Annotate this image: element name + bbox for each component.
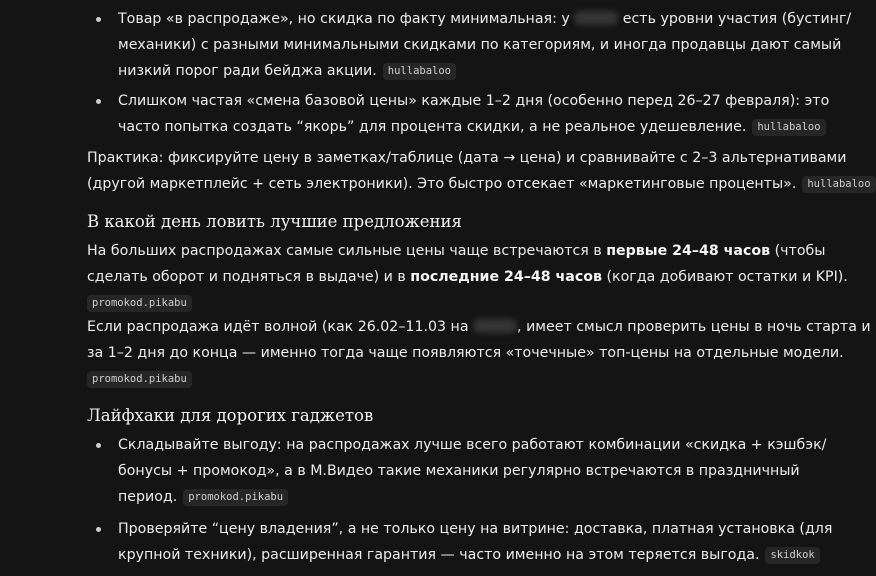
text-line: есть уровни участия (бустинг/ <box>622 11 852 27</box>
source-chip[interactable]: promokod.pikabu <box>87 371 192 388</box>
section-paragraph <box>87 314 871 392</box>
source-chip[interactable]: skidkok <box>765 547 819 564</box>
text-line: низкий порог ради бейджа акции. <box>118 63 377 79</box>
list-item <box>118 432 827 510</box>
text-line: механики) с разными минимальными скидками по категориям, и иногда продавцы дают самый <box>118 37 842 53</box>
text-line: (другой маркетплейс + сеть электроники). Это быстро отсекает «маркетинговые проценты». <box>87 176 797 192</box>
source-chip[interactable]: hullabaloo <box>802 176 875 193</box>
bullet-dot <box>96 17 101 22</box>
redacted-text <box>473 319 517 333</box>
section-heading: Лайфхаки для дорогих гаджетов <box>87 406 374 425</box>
text-line: Практика: фиксируйте цену в заметках/таблице (дата → цена) и сравнивайте с 2–3 альтернативами <box>87 150 847 166</box>
text-fragment: , имеет смысл проверить цены в ночь старта и <box>517 319 871 335</box>
text-line: Слишком частая «смена базовой цены» каждые 1–2 дня (особенно перед 26–27 февраля): это <box>118 93 830 109</box>
text-fragment: На больших распродажах самые сильные цены чаще встречаются в <box>87 243 607 259</box>
text-line: Проверяйте “цену владения”, а не только цену на витрине: доставка, платная установка (для <box>118 521 833 537</box>
section-heading: В какой день ловить лучшие предложения <box>87 212 462 231</box>
source-chip[interactable]: hullabaloo <box>383 63 456 80</box>
source-chip[interactable]: promokod.pikabu <box>183 489 288 506</box>
redacted-text <box>574 11 618 25</box>
text-line: Товар «в распродаже», но скидка по факту минимальная: у <box>118 11 570 27</box>
text-line: Складывайте выгоду: на распродажах лучше всего работают комбинации «скидка + кэшбэк/ <box>118 437 827 453</box>
bold-text: последние 24–48 часов <box>410 269 602 285</box>
practice-paragraph <box>87 145 871 197</box>
text-line: бонусы + промокод», а в М.Видео такие механики регулярно встречаются в праздничный <box>118 463 800 479</box>
text-line: период. <box>118 489 178 505</box>
bold-text: первые 24–48 часов <box>606 243 771 259</box>
bullet-dot <box>96 527 101 532</box>
list-item <box>118 88 830 140</box>
text-line: крупной техники), расширенная гарантия — часто именно на этом теряется выгода. <box>118 547 760 563</box>
list-item <box>118 6 852 84</box>
bullet-dot <box>96 443 101 448</box>
text-line: часто попытка создать “якорь” для процента скидки, а не реальное удешевление. <box>118 119 747 135</box>
source-chip[interactable]: hullabaloo <box>752 119 825 136</box>
text-fragment: (когда добивают остатки и KPI). <box>602 269 848 285</box>
source-chip[interactable]: promokod.pikabu <box>87 295 192 312</box>
bullet-dot <box>96 99 101 104</box>
section-paragraph <box>87 238 848 316</box>
text-fragment: Если распродажа идёт волной (как 26.02–11.03 на <box>87 319 469 335</box>
text-fragment: (чтобы <box>770 243 826 259</box>
list-item <box>118 516 833 568</box>
text-line: за 1–2 дня до конца — именно тогда чаще появляются «точечные» топ-цены на отдельные модели. <box>87 345 844 361</box>
text-fragment: сделать оборот и подняться в выдаче) и в <box>87 269 411 285</box>
